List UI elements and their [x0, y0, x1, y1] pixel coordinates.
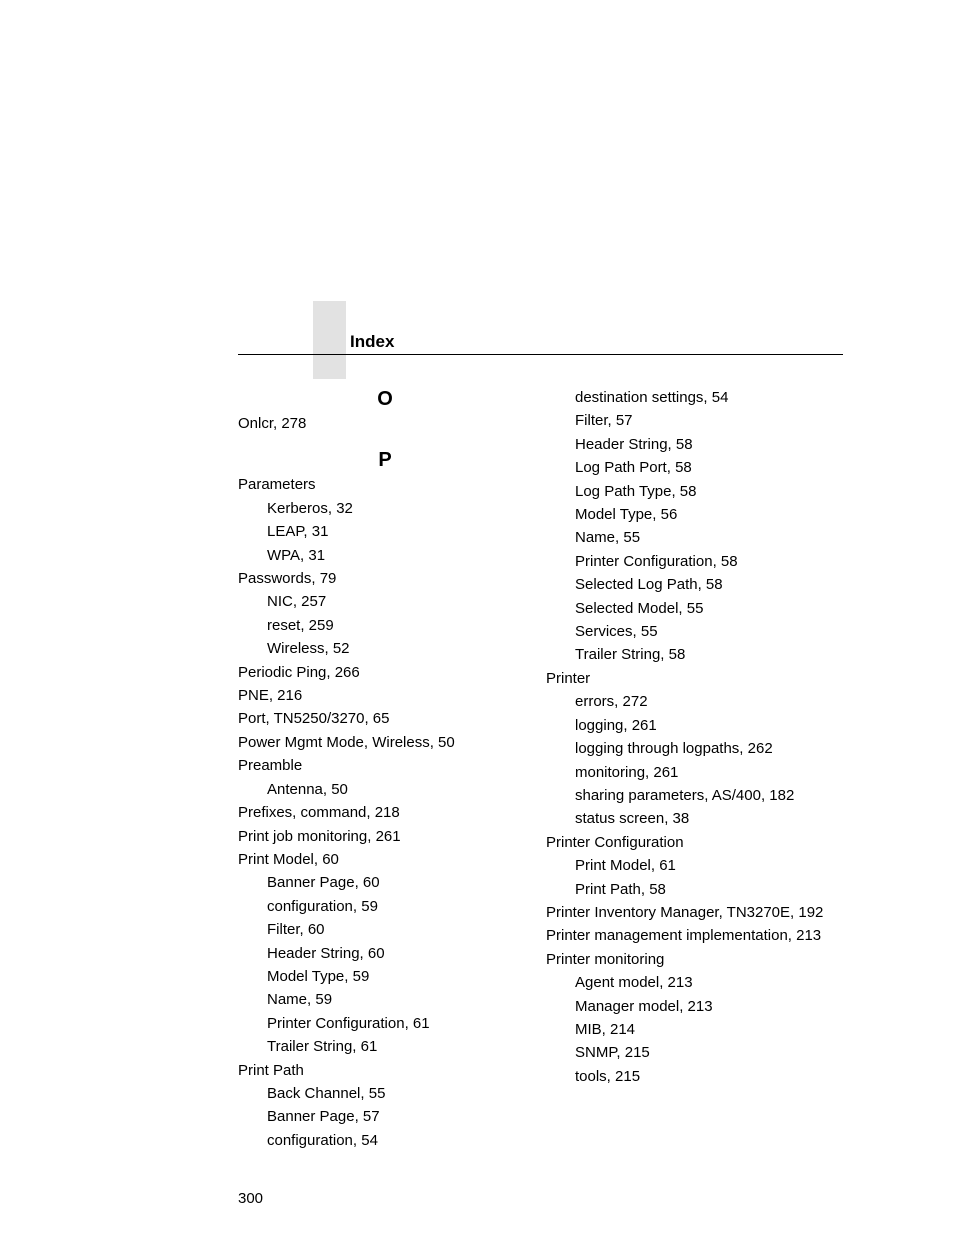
- index-subentry: Print Path, 58: [575, 880, 666, 898]
- index-entry: Print Path: [238, 1061, 304, 1079]
- index-entry: PNE, 216: [238, 687, 303, 705]
- index-subentry: WPA, 31: [267, 546, 326, 564]
- index-subentry: Trailer String, 58: [575, 646, 686, 664]
- index-entry: Print job monitoring, 261: [238, 827, 401, 845]
- index-subentry: Log Path Type, 58: [575, 482, 697, 500]
- index-column-left: [238, 386, 538, 1152]
- index-entry: Parameters: [238, 476, 316, 494]
- index-subentry: tools, 215: [575, 1067, 641, 1085]
- index-subentry: Manager model, 213: [575, 997, 713, 1015]
- index-subentry: monitoring, 261: [575, 763, 679, 781]
- index-subentry: Trailer String, 61: [267, 1038, 378, 1056]
- index-subentry: logging through logpaths, 262: [575, 740, 773, 758]
- index-subentry: Model Type, 59: [267, 967, 370, 985]
- index-subentry: Antenna, 50: [267, 780, 348, 798]
- page-number: 300: [238, 1190, 264, 1207]
- index-subentry: configuration, 59: [267, 897, 378, 915]
- index-column-right: [546, 386, 846, 1088]
- header-tab-block: [313, 301, 346, 379]
- index-subentry: Model Type, 56: [575, 506, 678, 524]
- index-subentry: Name, 55: [575, 529, 641, 547]
- index-subentry: Back Channel, 55: [267, 1084, 386, 1102]
- index-subentry: Header String, 60: [267, 944, 385, 962]
- index-subentry: Header String, 58: [575, 435, 693, 453]
- index-subentry: Wireless, 52: [267, 640, 350, 658]
- index-entry: Printer Inventory Manager, TN3270E, 192: [546, 903, 824, 921]
- index-subentry: Services, 55: [575, 623, 658, 641]
- index-subentry: Filter, 60: [267, 921, 325, 939]
- index-subentry: Kerberos, 32: [267, 499, 353, 517]
- index-entry: Onlcr, 278: [238, 415, 307, 432]
- index-subentry: configuration, 54: [267, 1131, 378, 1149]
- index-subentry: logging, 261: [575, 716, 657, 734]
- index-subentry: destination settings, 54: [575, 389, 729, 406]
- index-subentry: status screen, 38: [575, 810, 690, 828]
- index-subentry: Selected Model, 55: [575, 599, 704, 617]
- index-subentry: Printer Configuration, 58: [575, 552, 738, 570]
- index-subentry: LEAP, 31: [267, 523, 329, 541]
- index-subentry: MIB, 214: [575, 1020, 636, 1038]
- index-entry: Printer monitoring: [546, 950, 665, 968]
- index-subentry: Selected Log Path, 58: [575, 576, 723, 594]
- index-entry: Periodic Ping, 266: [238, 663, 360, 681]
- index-subentry: SNMP, 215: [575, 1044, 650, 1062]
- index-entry: Preamble: [238, 757, 303, 775]
- index-subentry: Filter, 57: [575, 412, 633, 430]
- index-subentry: Agent model, 213: [575, 974, 693, 992]
- index-subentry: Banner Page, 60: [267, 874, 380, 892]
- index-entry: Printer Configuration: [546, 833, 684, 851]
- index-subentry: Name, 59: [267, 991, 333, 1009]
- index-subentry: reset, 259: [267, 616, 334, 634]
- index-entry: Passwords, 79: [238, 570, 337, 588]
- index-subentry: NIC, 257: [267, 593, 327, 611]
- index-entry: Printer management implementation, 213: [546, 927, 822, 945]
- index-entry: Port, TN5250/3270, 65: [238, 710, 390, 728]
- page-title: Index: [350, 332, 395, 351]
- section-letter: O: [377, 388, 393, 410]
- index-subentry: Printer Configuration, 61: [267, 1014, 430, 1032]
- title-rule: [238, 354, 843, 355]
- index-entry: Print Model, 60: [238, 850, 339, 868]
- index-entry: Prefixes, command, 218: [238, 804, 400, 822]
- index-subentry: Log Path Port, 58: [575, 459, 692, 477]
- index-subentry: errors, 272: [575, 693, 648, 711]
- index-entry: Printer: [546, 669, 591, 687]
- index-subentry: sharing parameters, AS/400, 182: [575, 786, 795, 804]
- index-entry: Power Mgmt Mode, Wireless, 50: [238, 733, 455, 751]
- section-letter: P: [378, 449, 392, 472]
- index-subentry: Banner Page, 57: [267, 1108, 380, 1126]
- index-subentry: Print Model, 61: [575, 857, 676, 875]
